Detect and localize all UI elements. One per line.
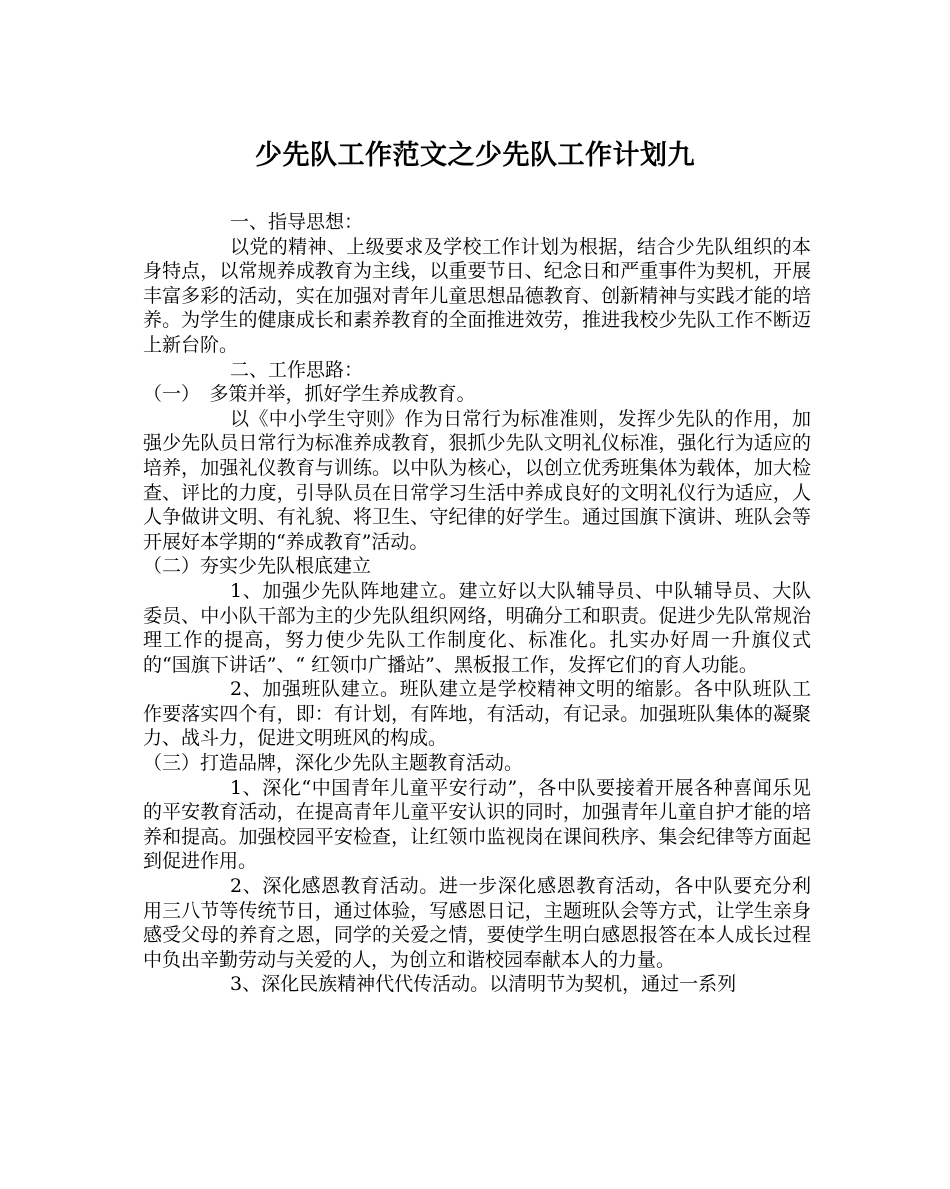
document-title: 少先队工作范文之少先队工作计划九 <box>255 140 695 171</box>
paragraph: 以《中小学生守则》作为日常行为标准准则，发挥少先队的作用，加强少先队员日常行为标准养成教育，狠抓少先队文明礼仪标准，强化行为适应的培养，加强礼仪教育与训练。以中队为核心，以创立优秀班集体为载体，加大检查、评比的力度，引导队员在日常学习生活中养成良好的文明礼仪行为适应，人人争做讲文明、有礼貌、将卫生、守纪律的好学生。通过国旗下演讲、班队会等开展好本学期的“养成教育”活动。 <box>143 407 811 553</box>
subsection-heading: （三）打造品牌，深化少先队主题教育活动。 <box>143 752 524 775</box>
section-heading: 二、工作思路： <box>230 358 364 381</box>
subsection-heading: （一） 多策并举，抓好学生养成教育。 <box>143 383 476 406</box>
paragraph: 3、深化民族精神代代传活动。以清明节为契机，通过一系列 <box>230 973 737 996</box>
paragraph: 1、加强少先队阵地建立。建立好以大队辅导员、中队辅导员、大队委员、中小队干部为主的少先队组织网络，明确分工和职责。促进少先队常规治理工作的提高，努力使少先队工作制度化、标准化。扎实办好周一升旗仪式的“国旗下讲话”、“ 红领巾广播站”、黑板报工作，发挥它们的育人功能。 <box>143 579 811 676</box>
paragraph: 2、深化感恩教育活动。进一步深化感恩教育活动，各中队要充分利用三八节等传统节日，通过体验，写感恩日记，主题班队会等方式，让学生亲身感受父母的养育之恩，同学的关爱之情，要使学生明白感恩报答在本人成长过程中负出辛勤劳动与关爱的人，为创立和谐校园奉献本人的力量。 <box>143 875 811 971</box>
paragraph: 以党的精神、上级要求及学校工作计划为根据，结合少先队组织的本身特点，以常规养成教育为主线，以重要节日、纪念日和严重事件为契机，开展丰富多彩的活动，实在加强对青年儿童思想品德教育、创新精神与实践才能的培养。为学生的健康成长和素养教育的全面推进效劳，推进我校少先队工作不断迈上新台阶。 <box>143 235 811 356</box>
paragraph: 1、深化“中国青年儿童平安行动”，各中队要接着开展各种喜闻乐见的平安教育活动，在提高青年儿童平安认识的同时，加强青年儿童自护才能的培养和提高。加强校园平安检查，让红领巾监视岗在课间秩序、集会纪律等方面起到促进作用。 <box>143 776 811 873</box>
section-heading: 一、指导思想： <box>230 211 364 233</box>
subsection-heading: （二）夯实少先队根底建立 <box>143 555 372 578</box>
document-body <box>143 210 811 997</box>
paragraph: 2、加强班队建立。班队建立是学校精神文明的缩影。各中队班队工作要落实四个有，即：有计划，有阵地，有活动，有记录。加强班队集体的凝聚力、战斗力，促进文明班风的构成。 <box>143 678 811 750</box>
